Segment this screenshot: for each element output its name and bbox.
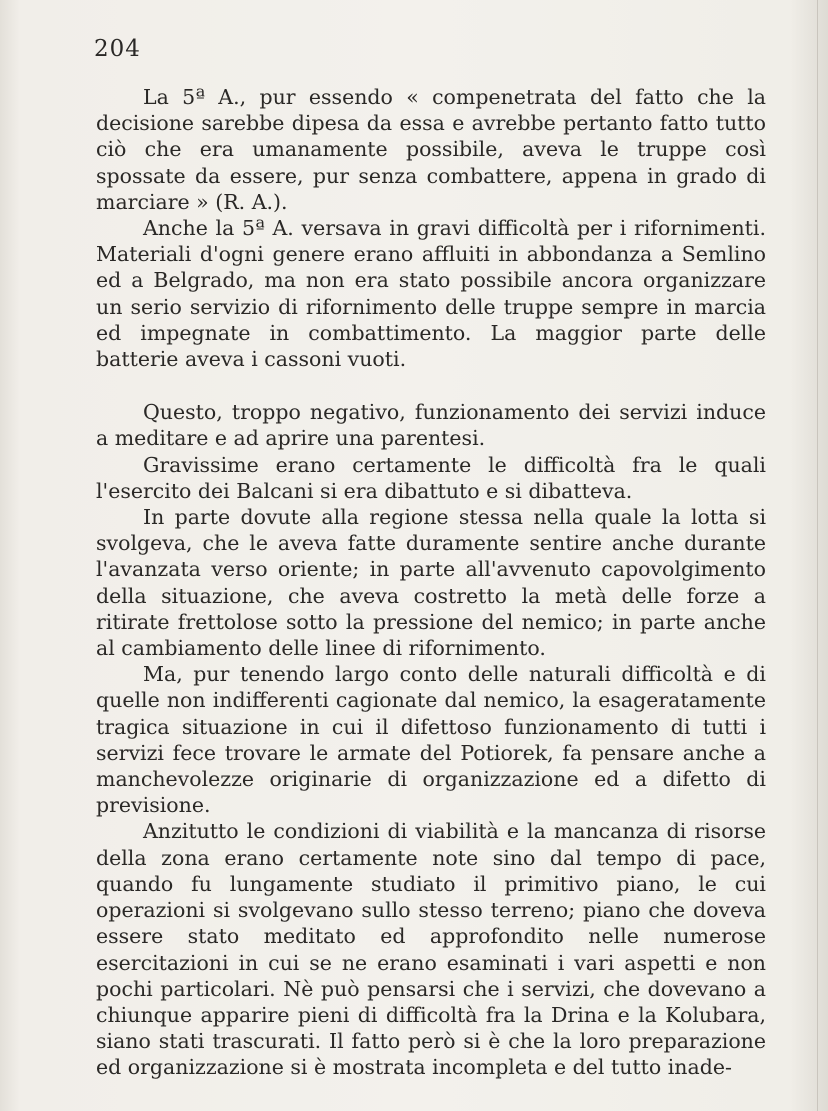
body-text: [96, 84, 766, 1081]
paragraph: Ma, pur tenendo largo conto delle naturali difficoltà e di quelle non indifferenti cagionate dal nemico, la esageratamente tragica situazione in cui il difettoso funzionamento di tutti i servizi fece trovare le armate del Potiorek, fa pensare anche a manchevolezze originarie di organizzazione ed a difetto di previsione.: [96, 662, 766, 818]
paragraph: Questo, troppo negativo, funzionamento dei servizi induce a meditare e ad aprire una parentesi.: [96, 400, 766, 451]
paragraph: In parte dovute alla regione stessa nella quale la lotta si svolgeva, che le aveva fatte duramente sentire anche durante l'avanzata verso oriente; in parte all'avvenuto capovolgimento della situazione, che aveva costretto la metà delle forze a ritirate frettolose sotto la pressione del nemico; in parte anche al cambiamento delle linee di rifornimento.: [96, 505, 766, 661]
paragraph: La 5ª A., pur essendo « compenetrata del fatto che la decisione sarebbe dipesa da essa e avrebbe pertanto fatto tutto ciò che era umanamente possibile, aveva le truppe così spossate da essere, pur senza combattere, appena in grado di marciare » (R. A.).: [96, 85, 766, 214]
paragraph: Anche la 5ª A. versava in gravi difficoltà per i rifornimenti. Materiali d'ogni genere erano affluiti in abbondanza a Semlino ed a Belgrado, ma non era stato possibile ancora organizzare un serio servizio di rifornimento delle truppe sempre in marcia ed impegnate in combattimento. La maggior parte delle batterie aveva i cassoni vuoti.: [96, 216, 766, 372]
page-number: 204: [94, 36, 141, 62]
paragraph: Gravissime erano certamente le difficoltà fra le quali l'esercito dei Balcani si era dibattuto e si dibatteva.: [96, 452, 766, 503]
paragraph: Anzitutto le condizioni di viabilità e la mancanza di risorse della zona erano certamente note sino dal tempo di pace, quando fu lungamente studiato il primitivo piano, le cui operazioni si svolgevano sullo stesso terreno; piano che doveva essere stato meditato ed approfondito nelle numerose esercitazioni in cui se ne erano esaminati i vari aspetti e non pochi particolari. Nè può pensarsi che i servizi, che dovevano a chiunque apparire pieni di difficoltà fra la Drina e la Kolubara, siano stati trascurati. Il fatto però si è che la loro preparazione ed organizzazione si è mostrata incompleta e del tutto inade-: [96, 819, 766, 1080]
page-edge: [817, 0, 818, 1111]
